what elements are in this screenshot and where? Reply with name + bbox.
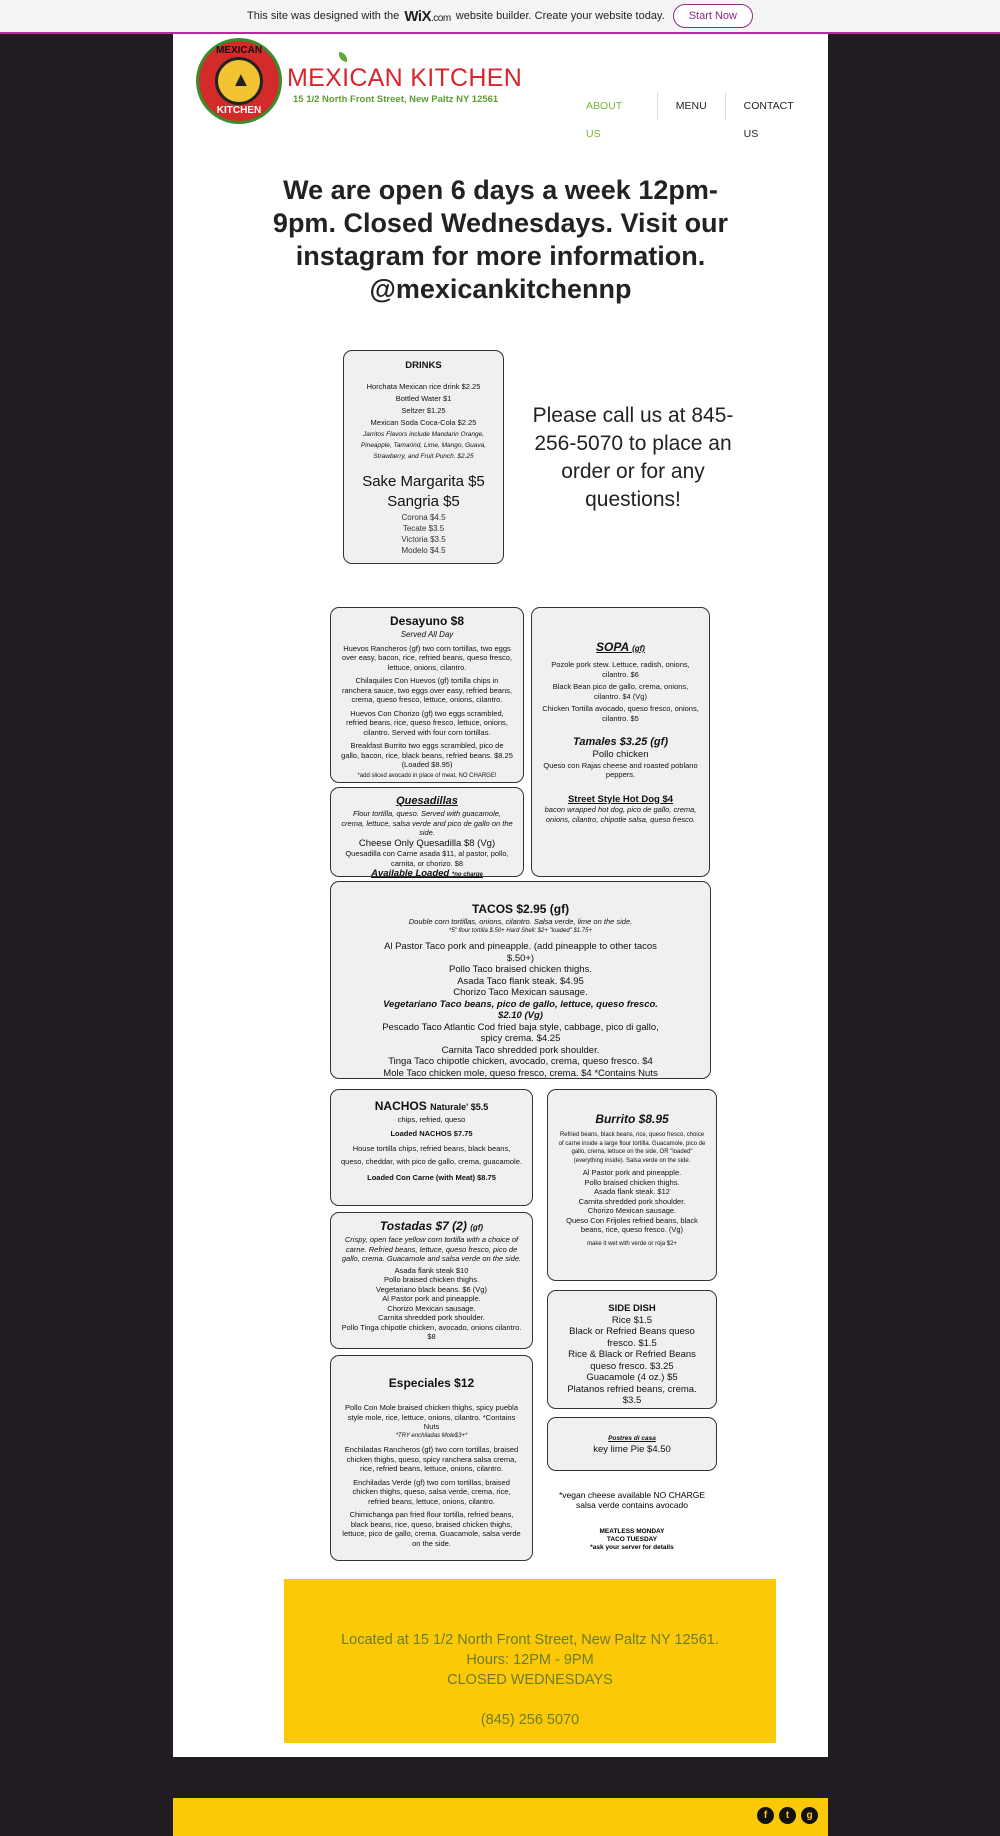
site-address: 15 1/2 North Front Street, New Paltz NY 12561 [293, 94, 499, 105]
menu-desc: bacon wrapped hot dog, pico de gallo, crema, onions, cilantro, chipotle salsa, queso fresco. [544, 805, 697, 824]
call-us-text: Please call us at 845-256-5070 to place an order or for any questions! [532, 404, 734, 511]
wolf-icon: ▲ [231, 69, 251, 91]
sopa-card [531, 607, 710, 877]
beer-line: Corona $4.5 [401, 512, 446, 522]
menu-item: Vegetariano black beans. $6 (Vg) [376, 1284, 487, 1294]
menu-desc: House tortilla chips, refried beans, black beans, queso, cheddar, with pico de gallo, crema, guacamole. [341, 1144, 522, 1166]
footer [173, 1798, 828, 1836]
postres-title: Postres di casa [608, 1435, 656, 1442]
menu-note: *add sliced avocado in place of meat, NO CHARGE! [357, 772, 497, 779]
menu-item: Queso Con Frijoles refried beans, black beans, rice, queso fresco. (Vg) [566, 1215, 698, 1234]
menu-notes [547, 1490, 717, 1552]
menu-item: Chorizo Taco Mexican sausage. [453, 987, 588, 998]
drinks-line: Jarritos Flavors include Mandarin Orange, Pineapple, Tamarind, Lime, Mango, Guava, Strawberry, and Fruit Punch. $2.25 [360, 430, 487, 460]
menu-item: Asada flank steak $10 [394, 1265, 469, 1275]
menu-item: Carnita Taco shredded pork shoulder. [441, 1044, 600, 1056]
menu-item: Pollo braised chicken thighs. [584, 1177, 680, 1187]
menu-item: Huevos Con Chorizo (gf) two eggs scrambled, refried beans, rice, queso fresco, lettuce, onions, cilantro. Served with four corn tortillas. [346, 708, 508, 737]
side-dish-card [547, 1290, 717, 1409]
nachos-card [330, 1089, 533, 1206]
menu-item: Huevos Rancheros (gf) two corn tortillas, two eggs over easy, bacon, rice, refried beans, queso fresco, lettuce, onions, cilantro. [342, 643, 512, 672]
menu-item: Al Pastor pork and pineapple. [582, 1168, 682, 1177]
burrito-title: Burrito $8.95 [595, 1112, 669, 1126]
menu-item: Mole Taco chicken mole, queso fresco, crema. $4 *Contains Nuts [383, 1067, 658, 1079]
site-title[interactable]: MEXICAN KITCHEN [287, 64, 523, 92]
twitter-icon[interactable]: t [779, 1807, 796, 1824]
menu-item: Cheese Only Quesadilla $8 (Vg) [358, 837, 496, 849]
menu-item: Carnita shredded pork shoulder. [378, 1313, 485, 1322]
sopa-title: SOPA (gf) [596, 640, 645, 654]
menu-item: Carnita shredded pork shoulder. [578, 1196, 686, 1206]
menu-item: Al Pastor pork and pineapple. [382, 1294, 481, 1303]
menu-item: Asada flank steak. $12 [594, 1187, 670, 1196]
nav-about-us[interactable]: ABOUT US [586, 100, 622, 140]
menu-item: Vegetariano Taco beans, pico de gallo, lettuce, queso fresco. $2.10 (Vg) [383, 998, 658, 1021]
desayuno-card [330, 607, 524, 783]
menu-item: Black or Refried Beans queso fresco. $1.5 [569, 1326, 695, 1349]
tostadas-card [330, 1212, 533, 1349]
tamales-title: Tamales $3.25 (gf) [573, 736, 668, 748]
especiales-card [330, 1355, 533, 1561]
verde-note: salsa verde contains avocado [576, 1500, 688, 1510]
menu-desc: Refried beans, black beans, rice, queso fresco, choice of carne inside a large flour tortilla. Guacamole, pico de gallo, crema, lettuce on the side, OR "loaded" (everything inside). Salsa verde on the side. [558, 1132, 706, 1164]
menu-item: Loaded Con Carne (with Meat) $8.75 [367, 1173, 496, 1182]
meatless-monday: MEATLESS MONDAY [599, 1528, 665, 1535]
drinks-big: Sake Margarita $5 [362, 472, 485, 490]
vegan-note: *vegan cheese available NO CHARGE [559, 1490, 705, 1500]
menu-item: Pollo braised chicken thighs. [383, 1275, 480, 1284]
menu-item: Rice $1.5 [611, 1314, 653, 1326]
menu-note: make it wet with verde or roja $2+ [587, 1240, 677, 1247]
tacos-title: TACOS $2.95 (gf) [471, 902, 570, 916]
leaf-icon [339, 52, 347, 62]
nav-menu[interactable]: MENU [657, 92, 725, 120]
menu-item: Tinga Taco chipotle chicken, avocado, crema, queso fresco. $4 [388, 1056, 653, 1067]
menu-item: Pozole pork stew. Lettuce, radish, onions, cilantro. $6 [551, 660, 690, 679]
menu-item: Pollo Con Mole braised chicken thighs, spicy puebla style mole, rice, lettuce, onions, cilantro. *Contains Nuts [344, 1403, 518, 1431]
menu-item: Chilaquiles Con Huevos (gf) tortilla chips in ranchera sauce, two eggs over easy, refried beans, crema, queso fresco, lettuce, onions, cilantro. [342, 676, 512, 704]
menu-item: key lime Pie $4.50 [593, 1443, 671, 1455]
location-address: Located at 15 1/2 North Front Street, New Paltz NY 12561. [341, 1632, 719, 1648]
menu-item: Chicken Tortilla avocado, queso fresco, onions, cilantro. $5 [542, 704, 699, 723]
menu-item: Queso con Rajas cheese and roasted poblano peppers. [543, 760, 698, 779]
menu-item: Al Pastor Taco pork and pineapple. (add pineapple to other tacos $.50+) [384, 941, 657, 964]
menu-item: Pollo Tinga chipotle chicken, avocado, onions cilantro. $8 [341, 1322, 522, 1341]
menu-item: Breakfast Burrito two eggs scrambled, pico de gallo, bacon, rice, black beans, refried beans. $8.25 (Loaded $8.95) [341, 741, 513, 769]
drinks-title: DRINKS [405, 360, 442, 371]
burrito-card [547, 1089, 717, 1281]
quesadillas-loaded: Available Loaded *no charge [371, 868, 483, 879]
wix-banner-text-2: website builder. Create your website today. [455, 10, 665, 22]
beer-line: Victoria $3.5 [401, 534, 446, 544]
menu-item: Loaded NACHOS $7.75 [390, 1128, 473, 1138]
postres-card [547, 1417, 717, 1471]
location-box [284, 1579, 776, 1743]
menu-item: Pescado Taco Atlantic Cod fried baja style, cabbage, pico di gallo, spicy crema. $4.25 [382, 1021, 659, 1044]
side-dish-title: SIDE DISH [608, 1303, 656, 1314]
start-now-button[interactable]: Start Now [673, 4, 753, 28]
hours-headline: We are open 6 days a week 12pm-9pm. Closed Wednesdays. Visit our instagram for more information. @mexicankitchennp [272, 175, 729, 304]
logo-text-top: MEXICAN [215, 45, 263, 56]
tacos-card [330, 881, 711, 1079]
wix-banner [0, 0, 1000, 34]
drinks-line: Seltzer $1.25 [401, 405, 446, 415]
facebook-icon[interactable]: f [757, 1807, 774, 1824]
drinks-line: Mexican Soda Coca-Cola $2.25 [370, 417, 477, 427]
ask-server: *ask your server for details [590, 1544, 674, 1551]
menu-item: Pollo Taco braised chicken thighs. [449, 964, 592, 975]
menu-desc: chips, refried, queso [397, 1115, 466, 1124]
especiales-title: Especiales $12 [388, 1376, 475, 1390]
quesadillas-card [330, 787, 524, 877]
menu-desc: Double corn tortillas, onions, cilantro. Salsa verde, lime on the side. [408, 917, 633, 926]
menu-item: Guacamole (4 oz.) $5 [586, 1372, 678, 1383]
beer-line: Modelo $4.5 [401, 545, 446, 555]
menu-desc: Crispy, open face yellow corn tortilla with a choice of carne. Refried beans, lettuce, queso fresco, pico de gallo, crema. Guacamole and salsa verde on the side. [341, 1235, 522, 1263]
logo-text-bottom: KITCHEN [216, 105, 262, 116]
menu-item: Enchiladas Rancheros (gf) two corn tortillas, braised chicken thighs, queso, spicy ranchera salsa crema, rice, refried beans, lettuce, onions, cilantro. [344, 1445, 519, 1473]
menu-item: Pollo chicken [592, 749, 649, 760]
page [173, 34, 828, 1757]
drinks-card [343, 350, 504, 564]
drinks-line: Horchata Mexican rice drink $2.25 [366, 381, 481, 391]
wix-banner-text: This site was designed with the [247, 10, 400, 22]
menu-desc: *5" flour tortilla $.50+ Hard Shell: $2+ "loaded" $1.75+ [449, 927, 592, 934]
nav-contact-us[interactable]: CONTACT US [725, 92, 828, 120]
beer-line: Tecate $3.5 [402, 523, 445, 533]
quesadillas-title: Quesadillas [396, 795, 458, 807]
google-plus-icon[interactable]: g [801, 1807, 818, 1824]
menu-item: Enchiladas Verde (gf) two corn tortillas, braised chicken thighs, queso, salsa verde, crema, rice, refried beans, lettuce, onions, cilantro. [352, 1477, 511, 1506]
drinks-big: Sangria $5 [387, 492, 460, 510]
menu-item: Chimichanga pan fried flour tortilla, refried beans, black beans, rice, queso, braised chicken thighs, lettuce, pico de gallo, crema. Guacamole, salsa verde on the side. [342, 1510, 521, 1548]
desayuno-title: Desayuno $8 [389, 614, 465, 628]
menu-item: Rice & Black or Refried Beans queso fresco. $3.25 [568, 1349, 696, 1372]
menu-item: Platanos refried beans, crema. $3.5 [567, 1383, 697, 1406]
nachos-title: NACHOS Naturale' $5.5 [374, 1099, 489, 1113]
main-nav [568, 92, 828, 140]
taco-tuesday: TACO TUESDAY [606, 1536, 658, 1543]
menu-desc: Flour tortilla, queso. Served with guacamole, crema, lettuce, salsa verde and pico de gallo on the side. [341, 809, 513, 837]
location-hours: Hours: 12PM - 9PM [466, 1652, 594, 1668]
logo[interactable] [196, 38, 282, 124]
menu-item: Black Bean pico de gallo, crema, onions, cilantro. $4 (Vg) [552, 682, 689, 701]
menu-item: Chorizo Mexican sausage. [387, 1303, 476, 1313]
wix-logo: WiX.com [404, 7, 451, 25]
location-phone[interactable]: (845) 256 5070 [480, 1712, 580, 1728]
desayuno-subtitle: Served All Day [400, 630, 454, 639]
menu-item: Chorizo Mexican sausage. [587, 1206, 677, 1215]
drinks-line: Bottled Water $1 [395, 393, 452, 403]
tostadas-title: Tostadas $7 (2) (gf) [379, 1219, 484, 1233]
menu-item: Quesadilla con Carne asada $11, al pastor, pollo, carnita, or chorizo. $8 [345, 849, 509, 868]
menu-item: Asada Taco flank steak. $4.95 [457, 975, 584, 987]
hotdog-title: Street Style Hot Dog $4 [567, 793, 674, 805]
menu-note: *TRY enchiladas Mole$3+* [395, 1432, 468, 1439]
location-closed: CLOSED WEDNESDAYS [447, 1672, 613, 1688]
